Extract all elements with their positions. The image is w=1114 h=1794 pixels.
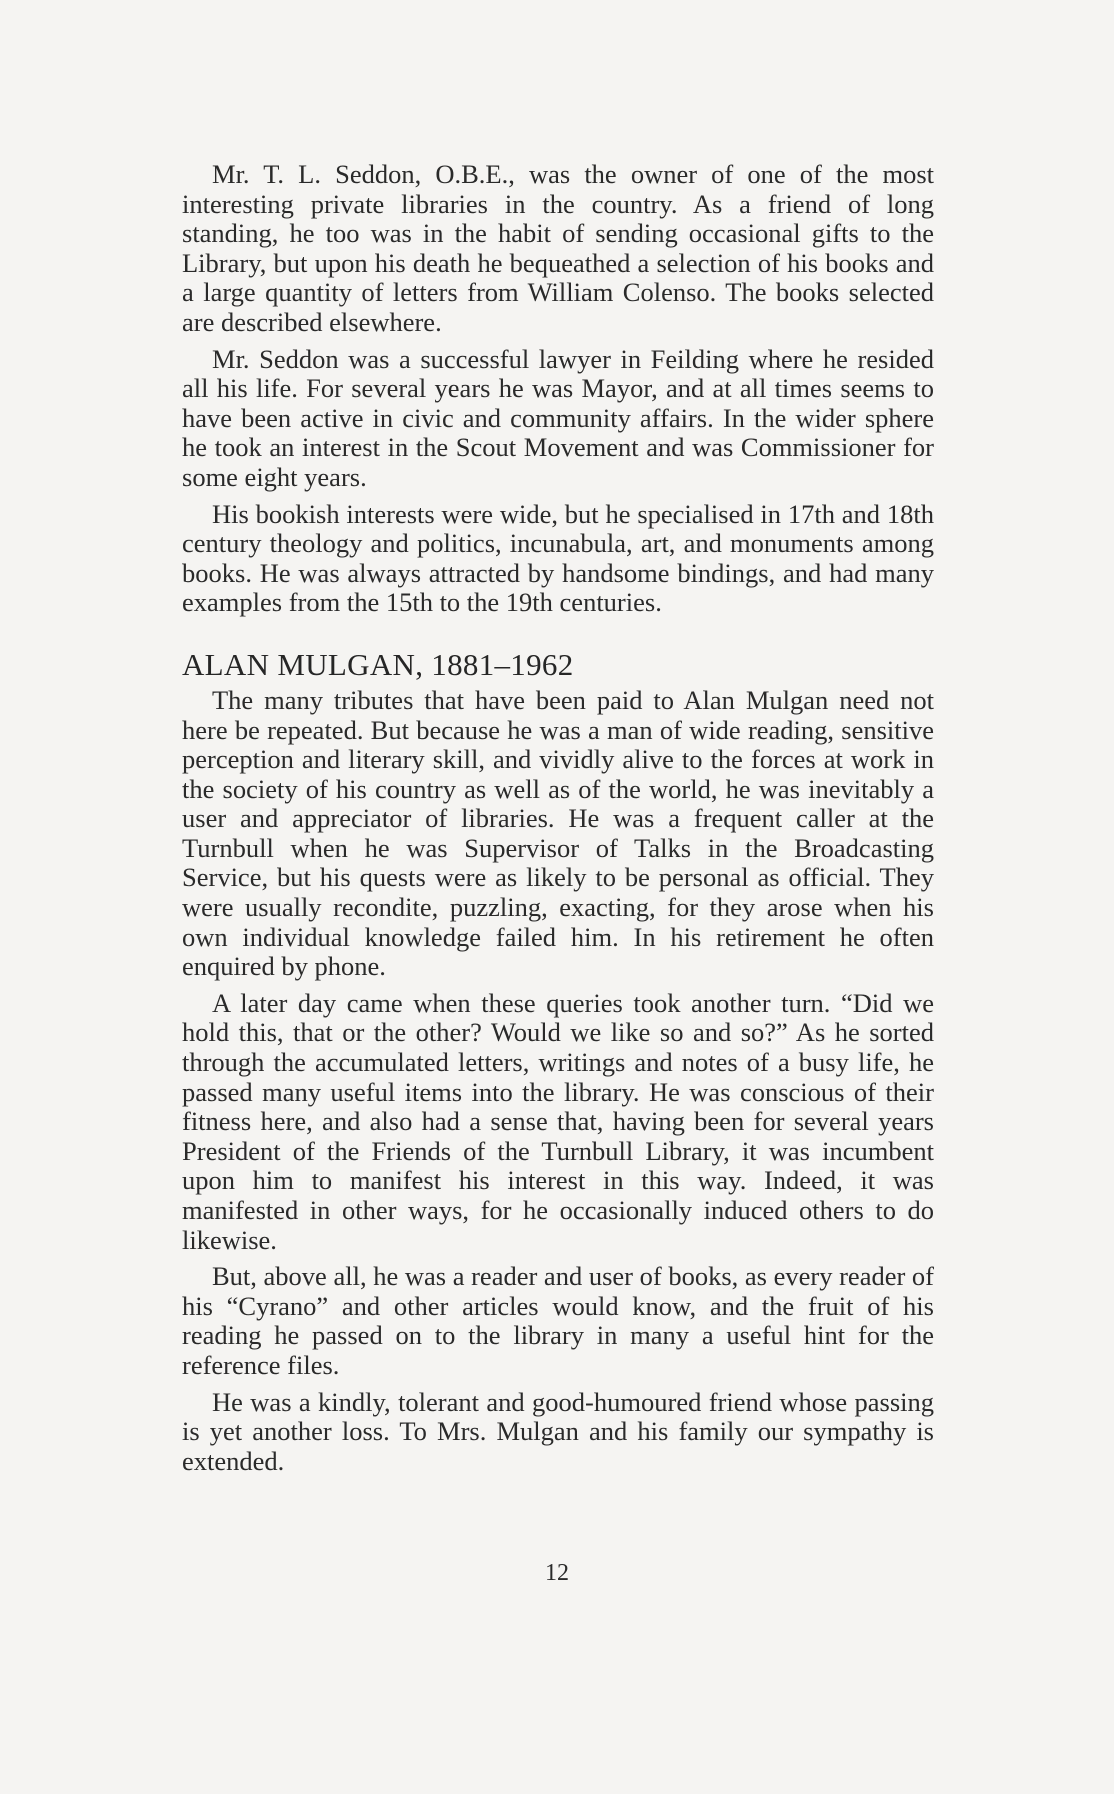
seddon-paragraph-2: Mr. Seddon was a successful lawyer in Feilding where he resided all his life. For several years he was Mayor, and at all times seems to have been active in civic and community affairs. In the wider sphere he took an interest in the Scout Movement and was Commissioner for some eight years.: [182, 343, 934, 492]
seddon-paragraph-3: His bookish interests were wide, but he specialised in 17th and 18th century theology and politics, incunabula, art, and monuments among books. He was always attracted by handsome bindings, and had many examples from the 15th to the 19th centuries.: [182, 498, 934, 618]
seddon-paragraph-1: Mr. T. L. Seddon, O.B.E., was the owner of one of the most interesting private libraries in the country. As a friend of long standing, he too was in the habit of sending occasional gifts to the Library, but upon his death he bequeathed a selection of his books and a large quantity of letters from William Colenso. The books selected are described elsewhere.: [182, 159, 934, 337]
mulgan-paragraph-4: He was a kindly, tolerant and good-humoured friend whose passing is yet another loss. To Mrs. Mulgan and his family our sympathy is extended.: [182, 1386, 934, 1476]
text-column: [182, 160, 934, 1483]
page-number: 12: [545, 1560, 569, 1586]
mulgan-paragraph-2: A later day came when these queries took another turn. “Did we hold this, that or the other? Would we like so and so?” As he sorted through the accumulated letters, writings and notes of a busy life, he passed many useful items into the library. He was conscious of their fitness here, and also had a sense that, having been for several years President of the Friends of the Turnbull Library, it was incumbent upon him to manifest his interest in this way. Indeed, it was manifested in other ways, for he occasionally induced others to do likewise.: [182, 987, 934, 1255]
mulgan-paragraph-1: The many tributes that have been paid to Alan Mulgan need not here be repeated. But because he was a man of wide reading, sensitive perception and literary skill, and vividly alive to the forces at work in the society of his country as well as of the world, he was inevitably a user and appreciator of libraries. He was a frequent caller at the Turnbull when he was Supervisor of Talks in the Broadcasting Service, but his quests were as likely to be personal as official. They were usually recondite, puzzling, exacting, for they arose when his own individual knowledge failed him. In his retirement he often enquired by phone.: [182, 684, 934, 982]
section-heading-mulgan: ALAN MULGAN, 1881–1962: [182, 646, 574, 682]
mulgan-paragraph-3: But, above all, he was a reader and user of books, as every reader of his “Cyrano” and other articles would know, and the fruit of his reading he passed on to the library in many a useful hint for the reference files.: [182, 1261, 934, 1380]
